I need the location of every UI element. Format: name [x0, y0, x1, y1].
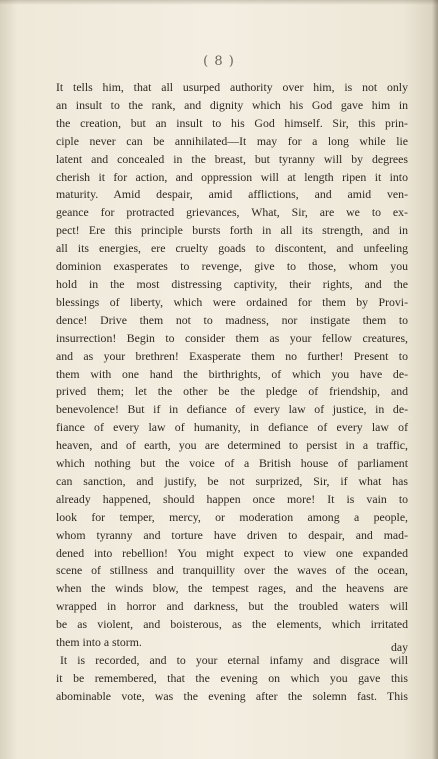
- text-line: whom tyranny and torture have driven to despair, and mad-: [56, 527, 408, 542]
- text-line: It is recorded, and to your eternal infamy and disgrace will: [60, 653, 408, 667]
- text-line: when the winds blow, the tempest rages, and the heavens are: [56, 581, 408, 596]
- text-line: wrapped in horror and darkness, but the troubled waters will: [56, 599, 408, 614]
- text-line: which nothing but the voice of a British house of parliament: [56, 456, 408, 471]
- text-line: them into a storm.: [56, 635, 142, 650]
- text-line: maturity. Amid despair, amid afflictions, and amid ven-: [56, 187, 408, 202]
- text-line: pect! Ere this principle bursts forth in all its strength, and in: [56, 223, 408, 238]
- text-line: the creation, but an insult to his God himself. Sir, this prin-: [56, 115, 408, 130]
- text-line: cherish it for action, and oppression will at length ripen it into: [56, 169, 408, 184]
- text-line: all its energies, ere cruelty goads to discontent, and unfeeling: [56, 241, 408, 256]
- body-text: [56, 79, 408, 706]
- text-line: latent and concealed in the breast, but tyranny will by degrees: [56, 151, 408, 166]
- text-line: already happened, should happen once more! It is vain to: [56, 491, 408, 506]
- text-line: can sanction, and justify, be not surprized, Sir, if what has: [56, 473, 408, 488]
- text-line: prived them; let the other be the pledge of friendship, and: [56, 384, 408, 399]
- page-number: ( 8 ): [203, 54, 235, 69]
- text-line: heaven, and of earth, you are determined to persist in a traffic,: [56, 438, 408, 453]
- text-line: be as violent, and boisterous, as the elements, which irritated: [56, 617, 408, 632]
- text-line: scene of stillness and tranquillity over the waves of the ocean,: [56, 563, 408, 578]
- text-line: hold in the most distressing captivity, their rights, and the: [56, 276, 408, 291]
- text-line: it be remembered, that the evening on which you gave this: [56, 670, 408, 685]
- text-line: an insult to the rank, and dignity which his God gave him in: [56, 97, 408, 112]
- text-line: insurrection! Begin to consider them as your fellow creatures,: [56, 330, 408, 345]
- text-line: dence! Drive them not to madness, nor instigate them to: [56, 312, 408, 327]
- text-line: benevolence! But if in defiance of every law of justice, in de-: [56, 402, 408, 417]
- text-line: fiance of every law of humanity, in defiance of every law of: [56, 420, 408, 435]
- text-line: dominion exasperates to revenge, give to those, whom you: [56, 259, 408, 274]
- text-line: It tells him, that all usurped authority over him, is not only: [56, 80, 408, 94]
- text-line: dened into rebellion! You might expect to view one expanded: [56, 545, 408, 560]
- text-line: abominable vote, was the evening after the solemn fast. This: [56, 688, 408, 703]
- text-line: look for temper, mercy, or moderation among a people,: [56, 509, 408, 524]
- text-line: ciple never can be annihilated—It may for a long while lie: [56, 133, 408, 148]
- page-edge-shadow: [432, 0, 438, 759]
- text-line: them with one hand the birthrights, of which you have de-: [56, 366, 408, 381]
- page-top-edge: [0, 0, 438, 5]
- text-line: blessings of liberty, which were ordained for them by Provi-: [56, 294, 408, 309]
- catchword: day: [390, 640, 408, 654]
- text-line: geance for protracted grievances, What, Sir, are we to ex-: [56, 205, 408, 220]
- text-line: and as your brethren! Exasperate them no further! Present to: [56, 348, 408, 363]
